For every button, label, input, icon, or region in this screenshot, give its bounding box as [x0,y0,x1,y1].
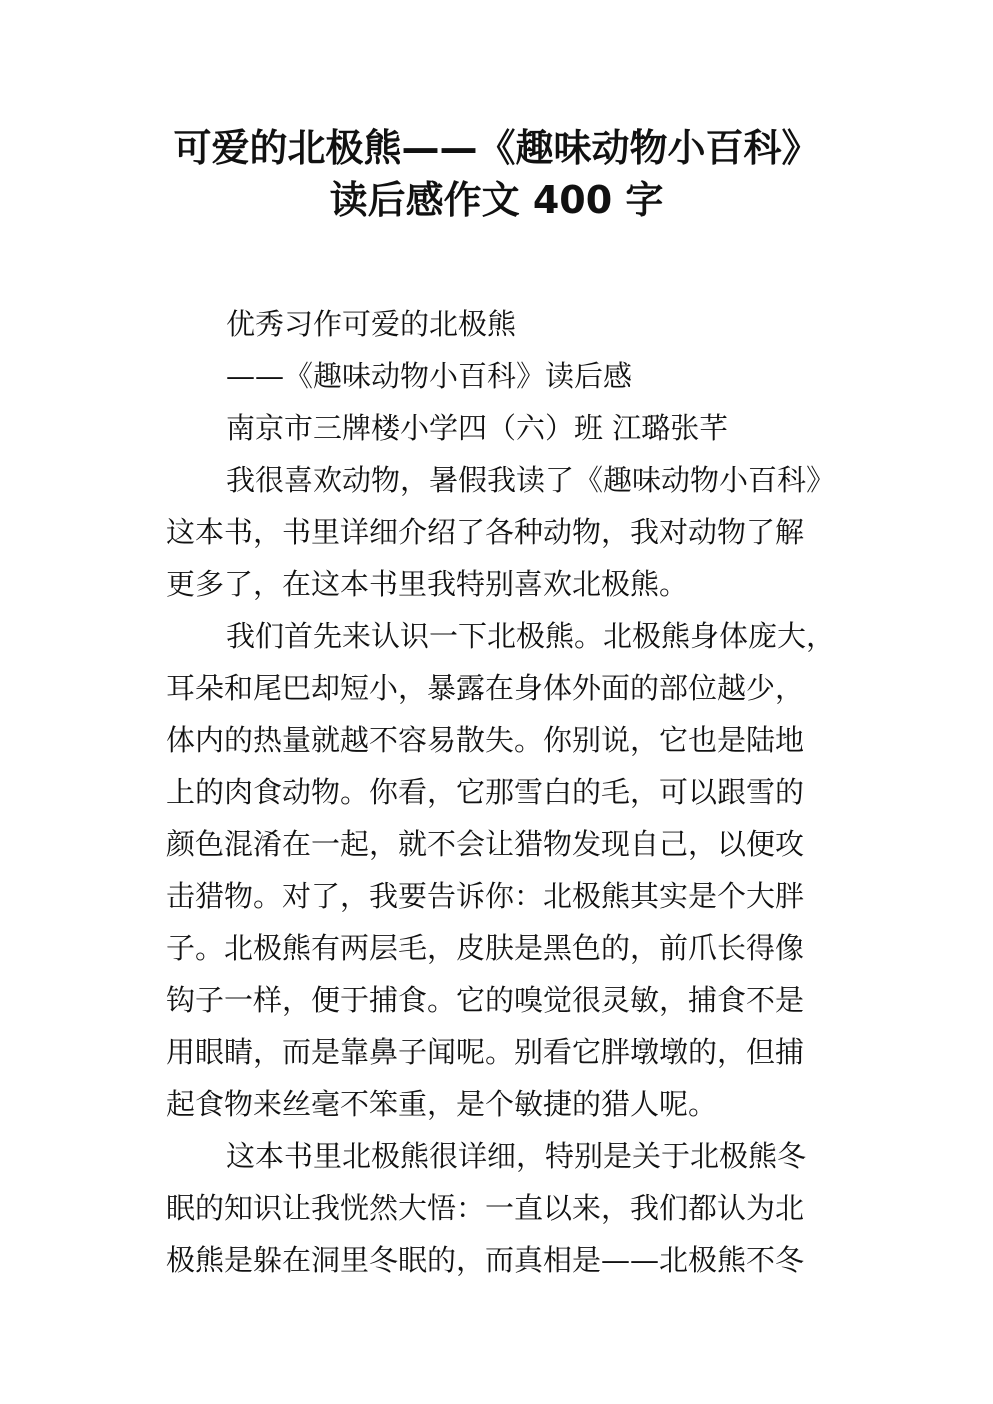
paragraph-line: 耳朵和尾巴却短小，暴露在身体外面的部位越少， [166,671,805,705]
paragraph-line: 起食物来丝毫不笨重，是个敏捷的猎人呢。 [166,1087,718,1121]
paragraph-line: 更多了，在这本书里我特别喜欢北极熊。 [166,567,689,601]
paragraph [166,454,846,610]
paragraph-line: 眠的知识让我恍然大悟：一直以来，我们都认为北 [166,1191,805,1225]
paragraph-line: 击猎物。对了，我要告诉你：北极熊其实是个大胖 [166,879,805,913]
paragraph-line: 这本书里北极熊很详细，特别是关于北极熊冬 [226,1139,807,1173]
author-line: 南京市三牌楼小学四（六）班 江璐张芊 [226,411,729,445]
paragraph-line: 我很喜欢动物，暑假我读了《趣味动物小百科》 [226,463,836,497]
paragraph-line: 体内的热量就越不容易散失。你别说，它也是陆地 [166,723,805,757]
paragraph-line: 子。北极熊有两层毛，皮肤是黑色的，前爪长得像 [166,931,805,965]
document-body [166,298,846,1286]
subtitle-line: ——《趣味动物小百科》读后感 [226,359,633,393]
paragraph-line: 钩子一样，便于捕食。它的嗅觉很灵敏，捕食不是 [166,983,805,1017]
subtitle-line: 优秀习作可爱的北极熊 [226,307,517,341]
paragraph-line: 这本书，书里详细介绍了各种动物，我对动物了解 [166,515,805,549]
paragraph [166,610,846,1130]
title-line-2: 读后感作文 400 字 [329,178,664,222]
paragraph-line: 我们首先来认识一下北极熊。北极熊身体庞大， [226,619,836,653]
paragraph-line: 用眼睛，而是靠鼻子闻呢。别看它胖墩墩的，但捕 [166,1035,805,1069]
paragraph [166,1130,846,1286]
document-title [0,122,993,226]
paragraph-line: 极熊是躲在洞里冬眠的，而真相是——北极熊不冬 [166,1243,805,1277]
paragraph-line: 颜色混淆在一起，就不会让猎物发现自己，以便攻 [166,827,805,861]
title-line-1: 可爱的北极熊——《趣味动物小百科》 [173,126,820,170]
paragraph-line: 上的肉食动物。你看，它那雪白的毛，可以跟雪的 [166,775,805,809]
